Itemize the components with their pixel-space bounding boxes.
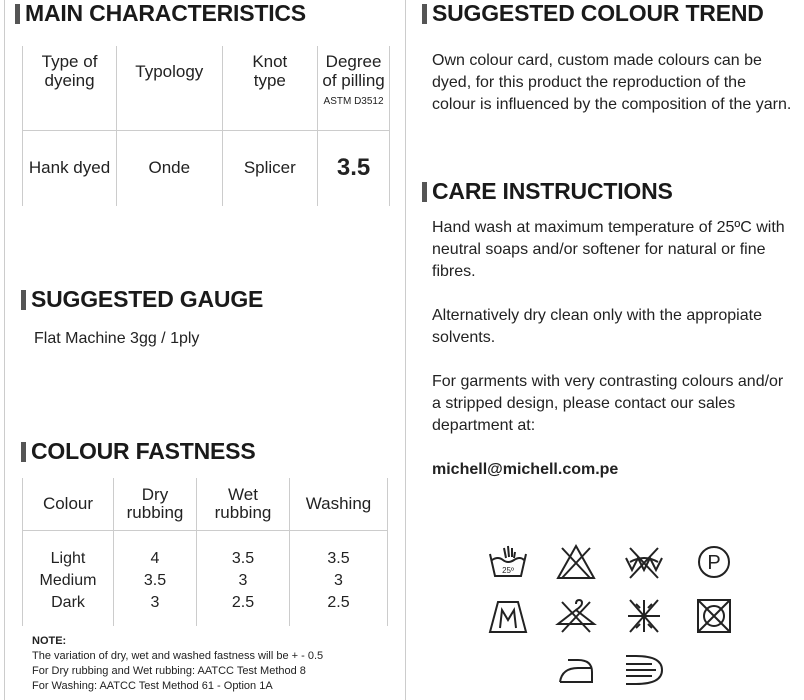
wash-temp-label: 25º [502, 566, 514, 575]
heading-bar [422, 4, 427, 24]
gauge-text: Flat Machine 3gg / 1ply [34, 330, 200, 347]
header-colour: Colour [23, 478, 114, 530]
dry-clean-mild-icon [622, 650, 666, 690]
cell-dry: 3 [114, 592, 197, 614]
do-not-bleach-icon [554, 542, 598, 582]
do-not-wring-icon [622, 596, 666, 636]
main-characteristics-heading [15, 2, 306, 25]
value-typology: Onde [117, 130, 222, 206]
suggested-gauge-heading [21, 288, 263, 311]
header-pilling-label: Degree of pilling [322, 52, 385, 90]
spacer [114, 530, 197, 548]
heading-bar [422, 182, 427, 202]
cell-wet: 3 [197, 570, 290, 592]
care-instructions-heading [422, 180, 673, 203]
spacer [290, 530, 388, 548]
fastness-note [32, 634, 323, 694]
note-line: The variation of dry, wet and washed fastness will be + - 0.5 [32, 650, 324, 662]
table-row [23, 548, 388, 570]
do-not-tumble-icon [692, 596, 736, 636]
spacer [114, 614, 197, 626]
heading-bar [21, 442, 26, 462]
care-instructions-title: CARE INSTRUCTIONS [432, 178, 673, 204]
do-not-hang-dry-icon [554, 596, 598, 636]
dry-flat-icon [486, 596, 530, 636]
cell-dry: 3.5 [114, 570, 197, 592]
cell-colour: Dark [23, 592, 114, 614]
table-row [23, 592, 388, 614]
spacer [23, 614, 114, 626]
care-paragraph-dryclean: Alternatively dry clean only with the appropiate solvents. [432, 307, 762, 346]
header-type-of-dyeing: Type of dyeing [23, 46, 117, 130]
cell-colour: Light [23, 548, 114, 570]
iron-low-icon [554, 650, 598, 690]
suggested-gauge-title: SUGGESTED GAUGE [31, 286, 264, 312]
header-wet-rubbing: Wet rubbing [197, 478, 290, 530]
cell-wet: 2.5 [197, 592, 290, 614]
colour-trend-title: SUGGESTED COLOUR TREND [432, 0, 764, 26]
dry-clean-p-icon [692, 542, 736, 582]
spacer [290, 614, 388, 626]
note-line: For Washing: AATCC Test Method 61 - Option 1A [32, 680, 273, 692]
note-line: For Dry rubbing and Wet rubbing: AATCC Test Method 8 [32, 665, 306, 677]
do-not-tumble-dry-icon [622, 542, 666, 582]
spacer [23, 530, 114, 548]
header-typology: Typology [117, 46, 222, 130]
header-knot-type: Knot type [222, 46, 318, 130]
spacer [197, 530, 290, 548]
care-paragraph-wash: Hand wash at maximum temperature of 25ºC with neutral soaps and/or softener for natural or fine fibres. [432, 219, 785, 280]
header-washing: Washing [290, 478, 388, 530]
left-column-rule [4, 0, 5, 700]
cell-colour: Medium [23, 570, 114, 592]
colour-trend-heading [422, 2, 764, 25]
cell-washing: 3 [290, 570, 388, 592]
cell-dry: 4 [114, 548, 197, 570]
cell-washing: 2.5 [290, 592, 388, 614]
header-degree-of-pilling [318, 46, 390, 130]
contact-email[interactable]: michell@michell.com.pe [432, 461, 619, 478]
colour-fastness-title: COLOUR FASTNESS [31, 438, 256, 464]
colour-fastness-heading [21, 440, 255, 463]
care-paragraph-contrast: For garments with very contrasting colours and/or a stripped design, please contact our sales department at: [432, 373, 784, 434]
main-characteristics-table [22, 46, 390, 206]
header-pilling-standard: ASTM D3512 [323, 96, 384, 107]
main-characteristics-title: MAIN CHARACTERISTICS [25, 0, 306, 26]
hand-wash-25-icon [486, 542, 530, 582]
spacer [197, 614, 290, 626]
cell-wet: 3.5 [197, 548, 290, 570]
colour-fastness-table [22, 478, 388, 626]
header-dry-rubbing: Dry rubbing [114, 478, 197, 530]
heading-bar [15, 4, 20, 24]
value-knot-type: Splicer [222, 130, 318, 206]
column-divider [405, 0, 406, 700]
dryclean-letter: P [707, 552, 721, 574]
cell-washing: 3.5 [290, 548, 388, 570]
heading-bar [21, 290, 26, 310]
colour-trend-text: Own colour card, custom made colours can be dyed, for this product the reproduction of the colour is influenced by the composition of the yarn. [432, 52, 792, 113]
note-title: NOTE: [32, 635, 67, 647]
value-type-of-dyeing: Hank dyed [23, 130, 117, 206]
value-pilling: 3.5 [318, 130, 390, 206]
table-row [23, 570, 388, 592]
